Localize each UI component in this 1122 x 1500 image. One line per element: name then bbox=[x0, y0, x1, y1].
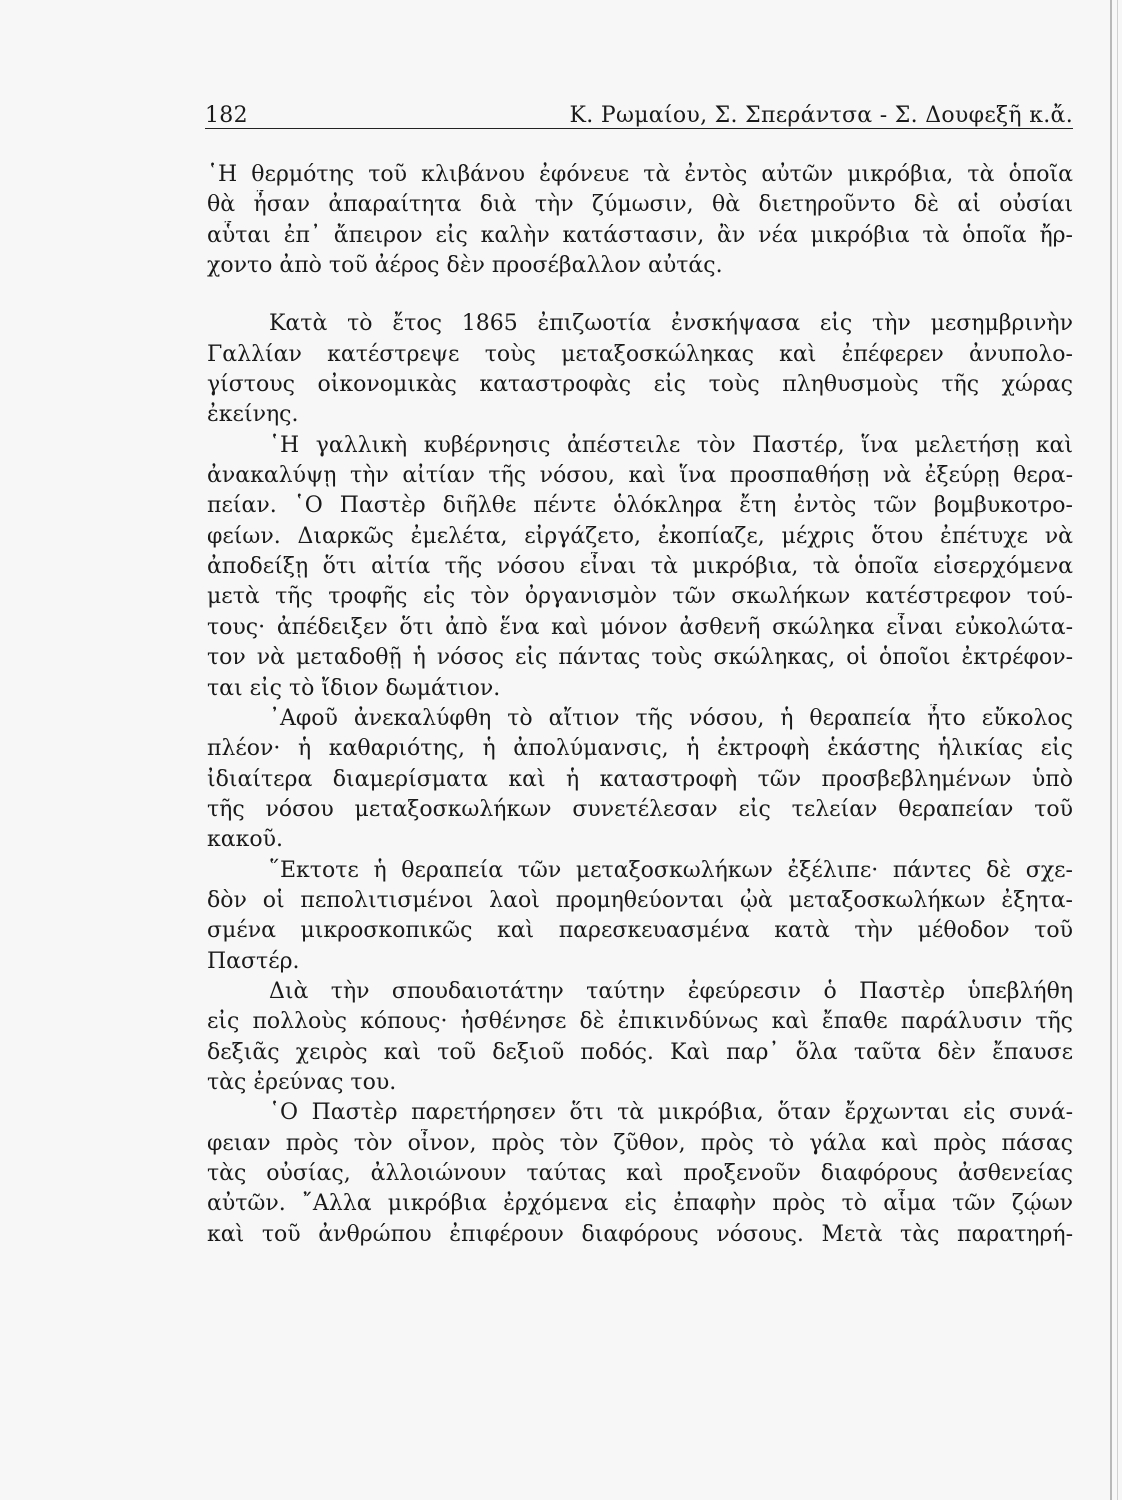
text-line: ἀνακαλύψῃ τὴν αἰτίαν τῆς νόσου, καὶ ἵνα προσπαθήσῃ νὰ ἐξεύρῃ θερα- bbox=[207, 463, 1073, 489]
text-line: πλέον· ἡ καθαριότης, ἡ ἀπολύμανσις, ἡ ἐκτροφὴ ἑκάστης ἡλικίας εἰς bbox=[207, 736, 1073, 762]
text-line: κακοῦ. bbox=[207, 827, 283, 853]
text-line: σμένα μικροσκοπικῶς καὶ παρεσκευασμένα κατὰ τὴν μέθοδον τοῦ bbox=[207, 918, 1073, 944]
paragraph bbox=[207, 309, 1073, 430]
paragraph bbox=[207, 1098, 1073, 1250]
text-line: τους· ἀπέδειξεν ὅτι ἀπὸ ἕνα καὶ μόνον ἀσθενῆ σκώληκα εἶναι εὐκολώτα- bbox=[207, 614, 1073, 640]
text-line: τὰς οὐσίας, ἀλλοιώνουν ταύτας καὶ προξενοῦν διαφόρους ἀσθενείας bbox=[207, 1161, 1073, 1186]
text-line: ἐκείνης. bbox=[207, 402, 299, 428]
text-line: Κατὰ τὸ ἔτος 1865 ἐπιζωοτία ἐνσκήψασα εἰς τὴν μεσημβρινὴν bbox=[269, 311, 1073, 337]
text-line: θὰ ἦσαν ἀπαραίτητα διὰ τὴν ζύμωσιν, θὰ διετηροῦντο δὲ αἱ οὐσίαι bbox=[207, 192, 1073, 218]
header-rule bbox=[205, 128, 1073, 129]
page-number: 182 bbox=[205, 103, 248, 128]
text-line: αὗται ἐπ᾽ ἄπειρον εἰς καλὴν κατάστασιν, ἂν νέα μικρόβια τὰ ὁποῖα ἤρ- bbox=[207, 222, 1073, 248]
text-line: ἀποδείξῃ ὅτι αἰτία τῆς νόσου εἶναι τὰ μικρόβια, τὰ ὁποῖα εἰσερχόμενα bbox=[207, 554, 1073, 580]
text-line: καὶ τοῦ ἀνθρώπου ἐπιφέρουν διαφόρους νόσους. Μετὰ τὰς παρατηρή- bbox=[207, 1221, 1073, 1247]
paragraph bbox=[207, 160, 1073, 281]
text-line: Παστέρ. bbox=[207, 948, 300, 974]
text-line: φειαν πρὸς τὸν οἶνον, πρὸς τὸν ζῦθον, πρὸς τὸ γάλα καὶ πρὸς πάσας bbox=[207, 1130, 1073, 1156]
text-line: τον νὰ μεταδοθῇ ἡ νόσος εἰς πάντας τοὺς σκώληκας, οἱ ὁποῖοι ἐκτρέφον- bbox=[207, 645, 1073, 671]
text-line: πείαν. ῾Ο Παστὲρ διῆλθε πέντε ὁλόκληρα ἔτη ἐντὸς τῶν βομβυκοτρο- bbox=[207, 493, 1073, 519]
text-line: ῾Η θερμότης τοῦ κλιβάνου ἐφόνευε τὰ ἐντὸς αὐτῶν μικρόβια, τὰ ὁποῖα bbox=[207, 162, 1073, 187]
text-line: τῆς νόσου μεταξοσκωλήκων συνετέλεσαν εἰς τελείαν θεραπείαν τοῦ bbox=[207, 796, 1073, 822]
text-line: εἰς πολλοὺς κόπους· ἠσθένησε δὲ ἐπικινδύνως καὶ ἔπαθε παράλυσιν τῆς bbox=[207, 1009, 1073, 1035]
text-line: δεξιᾶς χειρὸς καὶ τοῦ δεξιοῦ ποδός. Καὶ παρ᾽ ὅλα ταῦτα δὲν ἔπαυσε bbox=[207, 1039, 1073, 1065]
text-line: δὸν οἱ πεπολιτισμένοι λαοὶ προμηθεύονται ᾠὰ μεταξοσκωλήκων ἐξητα- bbox=[207, 887, 1073, 913]
text-line: ᾽Αφοῦ ἀνεκαλύφθη τὸ αἴτιον τῆς νόσου, ἡ θεραπεία ἦτο εὔκολος bbox=[269, 705, 1073, 731]
text-line: χοντο ἀπὸ τοῦ ἀέρος δὲν προσέβαλλον αὐτάς. bbox=[207, 253, 723, 279]
page-edge-shadow bbox=[1110, 0, 1112, 1500]
paragraph bbox=[207, 704, 1073, 856]
text-line: τὰς ἐρεύνας του. bbox=[207, 1069, 397, 1095]
text-line: ῞Εκτοτε ἡ θεραπεία τῶν μεταξοσκωλήκων ἐξέλιπε· πάντες δὲ σχε- bbox=[269, 857, 1073, 883]
text-line: φείων. Διαρκῶς ἐμελέτα, εἰργάζετο, ἐκοπίαζε, μέχρις ὅτου ἐπέτυχε νὰ bbox=[207, 523, 1073, 549]
paragraph-gap bbox=[207, 281, 1073, 309]
text-line: ῾Η γαλλικὴ κυβέρνησις ἀπέστειλε τὸν Παστέρ, ἵνα μελετήσῃ καὶ bbox=[269, 432, 1073, 458]
text-line: Γαλλίαν κατέστρεψε τοὺς μεταξοσκώληκας καὶ ἐπέφερεν ἀνυπολο- bbox=[207, 341, 1073, 367]
text-line: γίστους οἰκονομικὰς καταστροφὰς εἰς τοὺς πληθυσμοὺς τῆς χώρας bbox=[207, 372, 1073, 398]
running-header bbox=[205, 92, 1073, 128]
text-line: Διὰ τὴν σπουδαιοτάτην ταύτην ἐφεύρεσιν ὁ Παστὲρ ὑπεβλήθη bbox=[269, 978, 1073, 1004]
body-text bbox=[207, 160, 1073, 1250]
text-line: ῾Ο Παστὲρ παρετήρησεν ὅτι τὰ μικρόβια, ὅταν ἔρχωνται εἰς συνά- bbox=[269, 1100, 1073, 1126]
page-edge-shadow-inner bbox=[1117, 0, 1118, 1500]
paragraph bbox=[207, 977, 1073, 1098]
running-title: Κ. Ρωμαίου, Σ. Σπεράντσα - Σ. Δουφεξῆ κ.ἄ. bbox=[569, 103, 1073, 128]
text-line: μετὰ τῆς τροφῆς εἰς τὸν ὀργανισμὸν τῶν σκωλήκων κατέστρεφον τού- bbox=[207, 584, 1073, 610]
text-line: ται εἰς τὸ ἴδιον δωμάτιον. bbox=[207, 675, 501, 701]
text-line: αὐτῶν. ῎Αλλα μικρόβια ἐρχόμενα εἰς ἐπαφὴν πρὸς τὸ αἷμα τῶν ζῴων bbox=[207, 1191, 1073, 1217]
text-line: ἰδιαίτερα διαμερίσματα καὶ ἡ καταστροφὴ τῶν προσβεβλημένων ὑπὸ bbox=[207, 766, 1073, 792]
paragraph bbox=[207, 856, 1073, 977]
paragraph bbox=[207, 431, 1073, 704]
